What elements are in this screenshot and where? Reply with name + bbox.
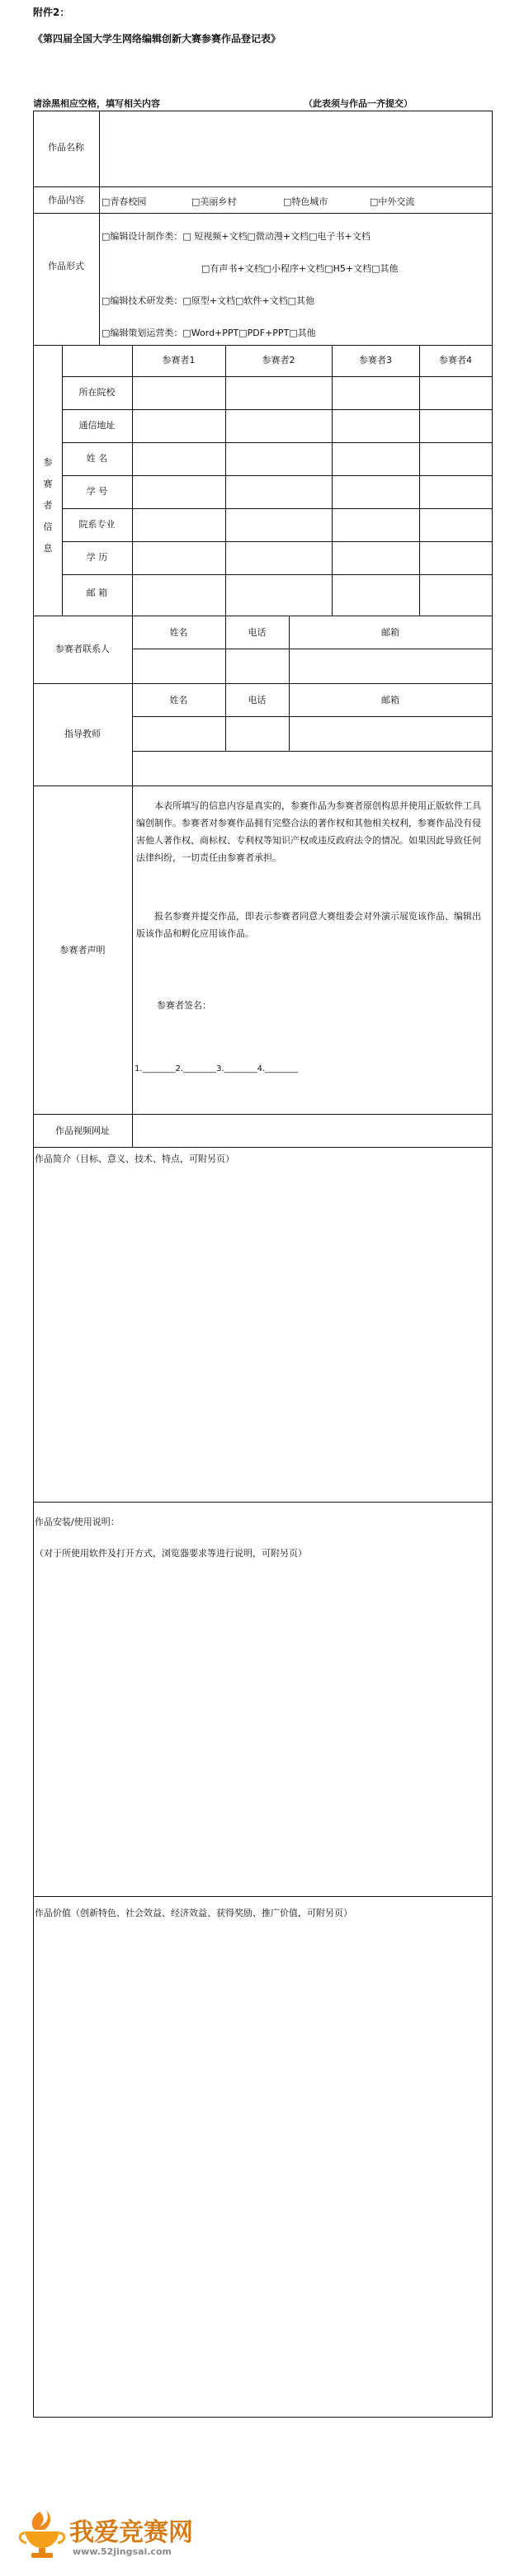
participant-group-label: 参赛者信息: [43, 457, 53, 554]
row-school: 所在院校: [78, 387, 116, 398]
form-type-planning[interactable]: □编辑策划运营类：□Word+PPT□PDF+PPT□其他: [101, 328, 316, 338]
row-major: 院系专业: [78, 519, 116, 530]
fill-instruction: 请涂黑相应空格，填写相关内容: [33, 98, 160, 109]
intro-field[interactable]: [34, 1168, 491, 1498]
install-note: （对于所使用软件及打开方式，浏览器要求等进行说明，可附另页）: [35, 1548, 307, 1559]
intro-label: 作品简介（目标、意义、技术、特点，可附另页）: [35, 1154, 234, 1164]
participant-col-1: 参赛者1: [162, 355, 196, 366]
form-title: 《第四届全国大学生网络编辑创新大赛参赛作品登记表》: [33, 33, 281, 45]
form-type-label: 作品形式: [48, 261, 84, 271]
contact-col-phone: 电话: [248, 627, 267, 638]
row-degree: 学 历: [86, 552, 108, 563]
content-option-village[interactable]: □美丽乡村: [191, 196, 237, 207]
logo-url: www.52jingsai.com: [73, 2546, 172, 2557]
submit-note: （此表须与作品一齐提交）: [304, 98, 413, 109]
content-label: 作品内容: [48, 195, 84, 205]
row-address: 通信地址: [78, 420, 116, 431]
row-email: 邮 箱: [86, 587, 108, 598]
row-student-id: 学 号: [86, 486, 108, 497]
form-type-design[interactable]: □编辑设计制作类：□ 短视频+文档□微动漫+文档□电子书+文档: [101, 231, 371, 242]
trophy-icon: [15, 2508, 69, 2559]
install-field[interactable]: [34, 1564, 491, 1892]
contact-col-name: 姓名: [169, 627, 188, 638]
form-type-design-more[interactable]: □有声书+文档□小程序+文档□H5+文档□其他: [201, 263, 399, 274]
site-logo[interactable]: [15, 2508, 205, 2563]
advisor-label: 指导教师: [64, 729, 101, 739]
content-option-city[interactable]: □特色城市: [283, 196, 328, 207]
work-name-label: 作品名称: [48, 142, 84, 153]
declaration-paragraph-2: 报名参赛并提交作品，即表示参赛者同意大赛组委会对外演示展览该作品、编辑出版该作品和孵化应用该作品。: [136, 911, 481, 939]
contact-label: 参赛者联系人: [55, 644, 110, 654]
signature-blanks[interactable]: 1.________2.________3.________4.________: [135, 1064, 299, 1073]
value-field[interactable]: [34, 1923, 491, 2413]
work-name-field[interactable]: [100, 111, 491, 186]
attachment-label: 附件2：: [33, 7, 70, 18]
advisor-col-name: 姓名: [169, 695, 188, 705]
value-label: 作品价值（创新特色、社会效益、经济效益、获得奖励、推广价值，可附另页）: [35, 1908, 352, 1918]
table-right-border: [492, 111, 493, 2418]
declaration-label: 参赛者声明: [59, 945, 106, 955]
signature-label: 参赛者签名：: [157, 1000, 211, 1011]
install-label: 作品安装/使用说明：: [35, 1517, 120, 1527]
declaration-paragraph-1: 本表所填写的信息内容是真实的，参赛作品为参赛者原创构思并使用正版软件工具编创制作。参赛者对参赛作品拥有完整合法的著作权和其他相关权利，参赛作品没有侵害他人著作权、商标权、专利权等知识产权或违反政府法令的情况。如果因此导致任何法律纠纷，一切责任由参赛者承担。: [136, 800, 481, 863]
participant-col-2: 参赛者2: [262, 355, 295, 366]
participant-col-3: 参赛者3: [359, 355, 392, 366]
video-url-label: 作品视频网址: [55, 1125, 110, 1136]
content-option-campus[interactable]: □青春校园: [101, 196, 147, 207]
advisor-col-email: 邮箱: [381, 695, 399, 705]
row-name: 姓 名: [86, 453, 108, 464]
video-url-field[interactable]: [133, 1115, 491, 1146]
content-option-exchange[interactable]: □中外交流: [370, 196, 415, 207]
participant-col-4: 参赛者4: [439, 355, 472, 366]
form-type-tech[interactable]: □编辑技术研发类：□原型+文档□软件+文档□其他: [101, 295, 315, 306]
logo-text: 我爱竞赛网: [69, 2518, 193, 2547]
contact-col-email: 邮箱: [381, 627, 399, 638]
advisor-col-phone: 电话: [248, 695, 267, 705]
